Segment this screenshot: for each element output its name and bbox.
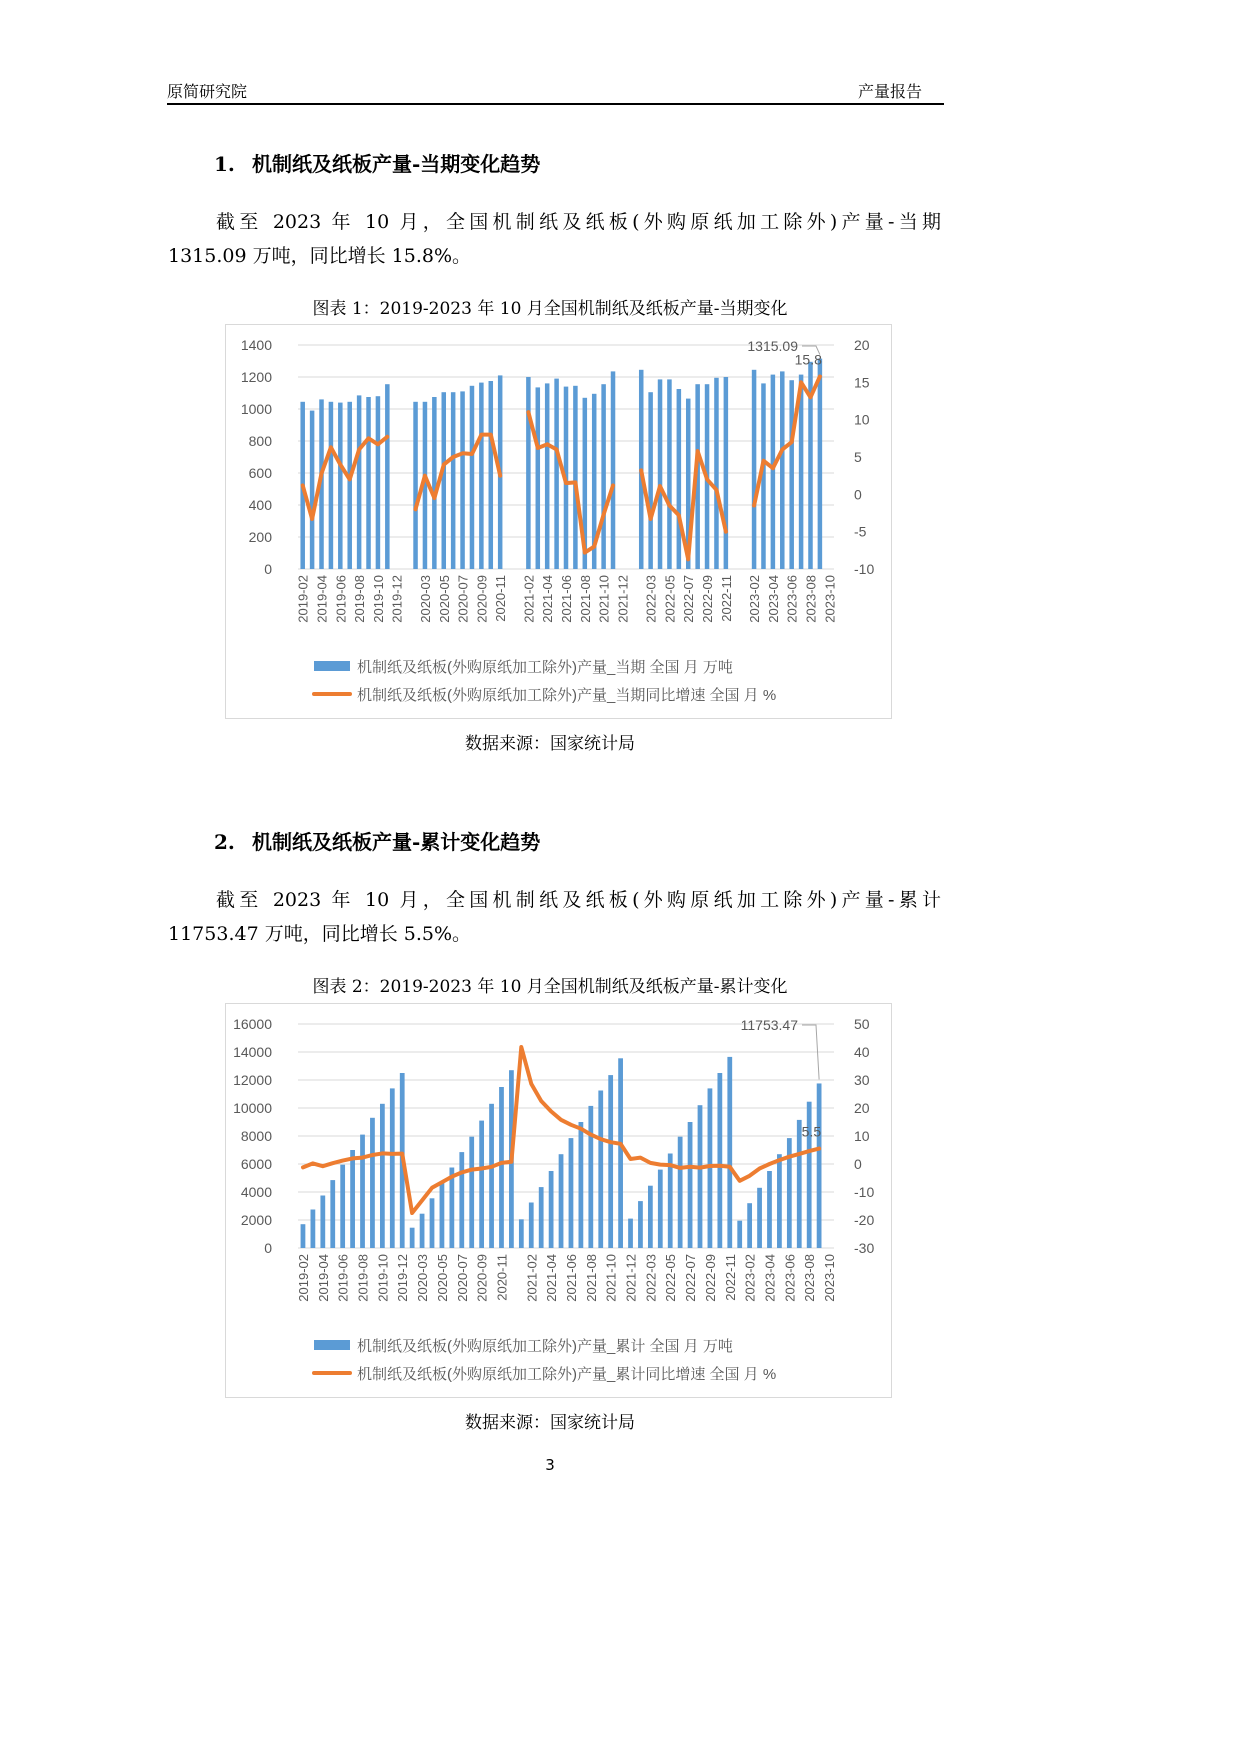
x-tick-label: 2021-04 bbox=[540, 575, 556, 623]
y-right-tick-label: 15 bbox=[854, 374, 870, 391]
y-left-tick-label: 2000 bbox=[240, 1212, 272, 1228]
y-left-tick-label: 400 bbox=[248, 497, 272, 513]
y-left-tick-label: 16000 bbox=[233, 1016, 272, 1032]
bar bbox=[747, 1203, 752, 1248]
bar bbox=[311, 1210, 316, 1249]
bar bbox=[430, 1198, 435, 1248]
x-tick-label: 2022-09 bbox=[702, 1254, 718, 1302]
x-tick-label: 2020-07 bbox=[455, 575, 471, 623]
x-tick-label: 2019-12 bbox=[395, 1254, 411, 1302]
x-tick-label: 2023-06 bbox=[782, 1254, 798, 1302]
bar bbox=[714, 378, 719, 569]
bar bbox=[310, 411, 315, 569]
org-name: 原简研究院 bbox=[167, 82, 248, 101]
bar bbox=[479, 383, 484, 569]
bar bbox=[380, 1104, 385, 1248]
y-left-tick-label: 1200 bbox=[240, 369, 272, 385]
x-tick-label: 2022-07 bbox=[683, 1254, 699, 1302]
bar bbox=[658, 379, 663, 569]
x-tick-label: 2020-03 bbox=[417, 575, 433, 623]
section-1-title bbox=[214, 148, 540, 177]
x-tick-label: 2023-10 bbox=[822, 1254, 838, 1302]
bar bbox=[432, 397, 437, 569]
x-tick-label: 2020-05 bbox=[436, 575, 452, 623]
bar bbox=[440, 1182, 445, 1248]
bar bbox=[611, 371, 616, 569]
y-left-tick-label: 0 bbox=[264, 1240, 272, 1256]
bar bbox=[340, 1165, 345, 1248]
bar bbox=[360, 1135, 365, 1248]
bar bbox=[658, 1170, 663, 1248]
x-tick-label: 2019-04 bbox=[314, 575, 330, 623]
line-annotation: 15.8 bbox=[794, 351, 822, 368]
y-right-tick-label: -10 bbox=[854, 1184, 875, 1200]
bar bbox=[771, 375, 776, 569]
y-right-tick-label: 50 bbox=[854, 1016, 870, 1032]
chart-2-container bbox=[225, 1003, 892, 1398]
bar bbox=[460, 391, 465, 569]
bar bbox=[727, 1057, 732, 1248]
x-tick-label: 2020-11 bbox=[493, 575, 509, 622]
section-1-paragraph bbox=[168, 205, 941, 273]
x-tick-label: 2022-05 bbox=[663, 1254, 679, 1302]
bar bbox=[489, 381, 494, 569]
x-tick-label: 2021-12 bbox=[615, 575, 631, 623]
x-tick-label: 2019-04 bbox=[315, 1254, 331, 1302]
x-tick-label: 2021-12 bbox=[623, 1254, 639, 1302]
y-left-tick-label: 10000 bbox=[233, 1100, 272, 1116]
figure-2-caption: 图表 2：2019-2023 年 10 月全国机制纸及纸板产量-累计变化 bbox=[312, 977, 788, 997]
section-heading: 机制纸及纸板产量-累计变化趋势 bbox=[252, 830, 541, 854]
bar bbox=[573, 386, 578, 569]
bar bbox=[320, 1196, 325, 1249]
legend-label: 机制纸及纸板(外购原纸加工除外)产量_累计同比增速 全国 月 % bbox=[357, 1366, 777, 1383]
bar-annotation: 1315.09 bbox=[747, 338, 798, 354]
bar bbox=[536, 387, 541, 569]
legend-swatch-bar bbox=[314, 661, 350, 671]
paragraph-line: 1315.09 万吨，同比增长 15.8%。 bbox=[168, 245, 472, 267]
bar bbox=[420, 1214, 425, 1248]
x-tick-label: 2022-03 bbox=[643, 1254, 659, 1302]
y-right-tick-label: 10 bbox=[854, 411, 870, 428]
bar-annotation: 11753.47 bbox=[740, 1017, 798, 1033]
bar bbox=[385, 384, 390, 569]
chart-1 bbox=[226, 325, 891, 718]
bar bbox=[757, 1188, 762, 1248]
bar bbox=[648, 392, 653, 569]
bar bbox=[479, 1121, 484, 1248]
y-left-tick-label: 8000 bbox=[240, 1128, 272, 1144]
y-right-tick-label: -30 bbox=[854, 1240, 875, 1256]
x-tick-label: 2022-11 bbox=[718, 575, 734, 622]
x-tick-label: 2019-02 bbox=[295, 575, 311, 623]
page-header bbox=[167, 77, 944, 105]
x-tick-label: 2020-05 bbox=[434, 1254, 450, 1302]
bar bbox=[545, 383, 550, 569]
bar bbox=[549, 1171, 554, 1248]
bar bbox=[628, 1219, 633, 1248]
paragraph-line: 截至 2023 年 10 月，全国机制纸及纸板(外购原纸加工除外)产量-累计 bbox=[216, 889, 941, 911]
x-tick-label: 2023-08 bbox=[803, 575, 819, 623]
bar bbox=[329, 402, 334, 569]
x-tick-label: 2019-02 bbox=[295, 1254, 311, 1302]
y-left-tick-label: 14000 bbox=[233, 1044, 272, 1060]
bar bbox=[470, 386, 475, 569]
bar bbox=[752, 370, 757, 569]
bar bbox=[698, 1105, 703, 1248]
bar bbox=[347, 402, 352, 569]
x-tick-label: 2019-06 bbox=[335, 1254, 351, 1302]
y-right-tick-label: 40 bbox=[854, 1044, 870, 1060]
x-tick-label: 2022-09 bbox=[700, 575, 716, 623]
legend-label: 机制纸及纸板(外购原纸加工除外)产量_当期同比增速 全国 月 % bbox=[357, 687, 777, 704]
bar bbox=[489, 1104, 494, 1248]
section-number: 2. bbox=[214, 830, 235, 854]
x-tick-label: 2023-02 bbox=[747, 575, 763, 623]
bar bbox=[817, 1083, 822, 1248]
line-series bbox=[416, 435, 501, 510]
x-tick-label: 2020-09 bbox=[474, 1254, 490, 1302]
bar bbox=[526, 377, 531, 569]
paragraph-line: 截至 2023 年 10 月，全国机制纸及纸板(外购原纸加工除外)产量-当期 bbox=[216, 211, 941, 233]
y-left-tick-label: 200 bbox=[248, 529, 272, 545]
figure-1-caption: 图表 1：2019-2023 年 10 月全国机制纸及纸板产量-当期变化 bbox=[312, 299, 788, 319]
line-series bbox=[528, 412, 613, 552]
figure-1-source: 数据来源：国家统计局 bbox=[465, 734, 635, 754]
legend-label: 机制纸及纸板(外购原纸加工除外)产量_累计 全国 月 万吨 bbox=[357, 1338, 733, 1355]
bar bbox=[717, 1073, 722, 1248]
bar bbox=[559, 1154, 564, 1248]
bar bbox=[677, 389, 682, 569]
bar bbox=[441, 392, 446, 569]
bar bbox=[390, 1088, 395, 1248]
x-tick-label: 2021-06 bbox=[559, 575, 574, 623]
bar bbox=[638, 1201, 643, 1248]
bar bbox=[668, 1154, 673, 1249]
bar bbox=[366, 397, 371, 569]
section-2-paragraph bbox=[168, 883, 941, 951]
y-left-tick-label: 600 bbox=[248, 465, 272, 481]
x-tick-label: 2019-08 bbox=[355, 1254, 371, 1302]
legend-label: 机制纸及纸板(外购原纸加工除外)产量_当期 全国 月 万吨 bbox=[357, 659, 733, 676]
report-type: 产量报告 bbox=[857, 82, 922, 101]
bar bbox=[618, 1058, 623, 1248]
y-right-tick-label: -10 bbox=[854, 561, 875, 577]
bar bbox=[451, 392, 456, 569]
bar bbox=[301, 1224, 306, 1248]
bar bbox=[601, 384, 606, 569]
bar bbox=[350, 1150, 355, 1248]
bar bbox=[767, 1171, 772, 1248]
x-tick-label: 2019-10 bbox=[375, 1254, 391, 1302]
x-tick-label: 2023-06 bbox=[784, 575, 800, 623]
x-tick-label: 2022-03 bbox=[643, 575, 659, 623]
x-tick-label: 2022-11 bbox=[722, 1254, 738, 1301]
bar bbox=[554, 379, 559, 569]
y-left-tick-label: 6000 bbox=[240, 1156, 272, 1172]
bar bbox=[376, 396, 381, 569]
bar bbox=[330, 1180, 335, 1248]
paragraph-line: 11753.47 万吨，同比增长 5.5%。 bbox=[168, 923, 472, 945]
x-tick-label: 2021-02 bbox=[521, 575, 537, 623]
bar bbox=[724, 377, 729, 569]
bar bbox=[539, 1187, 544, 1248]
bar bbox=[459, 1152, 464, 1248]
chart-1-container bbox=[225, 324, 892, 719]
y-right-tick-label: 20 bbox=[854, 337, 870, 353]
bar bbox=[519, 1219, 524, 1248]
x-tick-label: 2019-08 bbox=[352, 575, 368, 623]
x-tick-label: 2022-07 bbox=[681, 575, 697, 623]
x-tick-label: 2022-05 bbox=[662, 575, 678, 623]
bar bbox=[598, 1091, 603, 1249]
y-right-tick-label: 5 bbox=[854, 449, 862, 465]
bar bbox=[737, 1221, 742, 1248]
section-2-title bbox=[214, 826, 540, 855]
bar bbox=[588, 1106, 593, 1248]
chart-2 bbox=[226, 1004, 891, 1397]
legend-swatch-bar bbox=[314, 1340, 350, 1350]
x-tick-label: 2021-08 bbox=[583, 1254, 599, 1302]
bar bbox=[818, 359, 823, 569]
y-left-tick-label: 4000 bbox=[240, 1184, 272, 1200]
x-tick-label: 2023-04 bbox=[765, 575, 781, 623]
line-annotation: 5.5 bbox=[801, 1123, 822, 1140]
x-tick-label: 2023-02 bbox=[742, 1254, 758, 1302]
x-tick-label: 2019-12 bbox=[389, 575, 405, 623]
x-tick-label: 2019-06 bbox=[333, 575, 349, 623]
bar bbox=[569, 1138, 574, 1248]
x-tick-label: 2021-08 bbox=[577, 575, 593, 623]
x-tick-label: 2021-10 bbox=[596, 575, 612, 623]
x-tick-label: 2020-09 bbox=[474, 575, 490, 623]
bar bbox=[338, 403, 343, 569]
y-right-tick-label: 0 bbox=[854, 486, 862, 503]
bar bbox=[688, 1122, 693, 1248]
y-left-tick-label: 1400 bbox=[240, 337, 272, 353]
x-tick-label: 2021-04 bbox=[544, 1254, 560, 1302]
y-left-tick-label: 12000 bbox=[233, 1072, 272, 1088]
y-right-tick-label: 10 bbox=[854, 1128, 870, 1144]
x-tick-label: 2021-10 bbox=[603, 1254, 619, 1302]
y-right-tick-label: -20 bbox=[854, 1212, 875, 1228]
x-tick-label: 2023-04 bbox=[762, 1254, 778, 1302]
bar bbox=[469, 1137, 474, 1248]
y-right-tick-label: 20 bbox=[854, 1100, 870, 1116]
x-tick-label: 2021-02 bbox=[524, 1254, 540, 1302]
figure-2-source: 数据来源：国家统计局 bbox=[465, 1413, 635, 1433]
bar bbox=[777, 1154, 782, 1248]
bar bbox=[678, 1137, 683, 1248]
page-number: 3 bbox=[545, 1456, 555, 1474]
section-heading: 机制纸及纸板产量-当期变化趋势 bbox=[252, 152, 541, 176]
bar bbox=[413, 402, 418, 569]
x-tick-label: 2023-10 bbox=[822, 575, 838, 623]
y-right-tick-label: 0 bbox=[854, 1156, 862, 1172]
x-tick-label: 2023-08 bbox=[802, 1254, 818, 1302]
bar bbox=[667, 379, 672, 569]
line-series bbox=[303, 437, 388, 519]
bar bbox=[357, 395, 362, 569]
bar bbox=[370, 1118, 375, 1248]
x-tick-label: 2021-06 bbox=[563, 1254, 579, 1302]
x-tick-label: 2020-03 bbox=[415, 1254, 431, 1302]
y-right-tick-label: 30 bbox=[854, 1072, 870, 1088]
bar bbox=[579, 1122, 584, 1248]
x-tick-label: 2019-10 bbox=[370, 575, 386, 623]
x-tick-label: 2020-11 bbox=[494, 1254, 510, 1301]
bar bbox=[789, 380, 794, 569]
bar bbox=[780, 371, 785, 569]
y-left-tick-label: 1000 bbox=[240, 401, 272, 417]
y-right-tick-label: -5 bbox=[854, 523, 867, 540]
bar bbox=[410, 1228, 415, 1248]
bar bbox=[529, 1203, 534, 1249]
y-left-tick-label: 0 bbox=[264, 561, 272, 577]
bar bbox=[648, 1186, 653, 1248]
bar bbox=[608, 1075, 613, 1248]
section-number: 1. bbox=[214, 152, 235, 176]
x-tick-label: 2020-07 bbox=[454, 1254, 470, 1302]
bar bbox=[499, 1087, 504, 1248]
y-left-tick-label: 800 bbox=[248, 433, 272, 449]
